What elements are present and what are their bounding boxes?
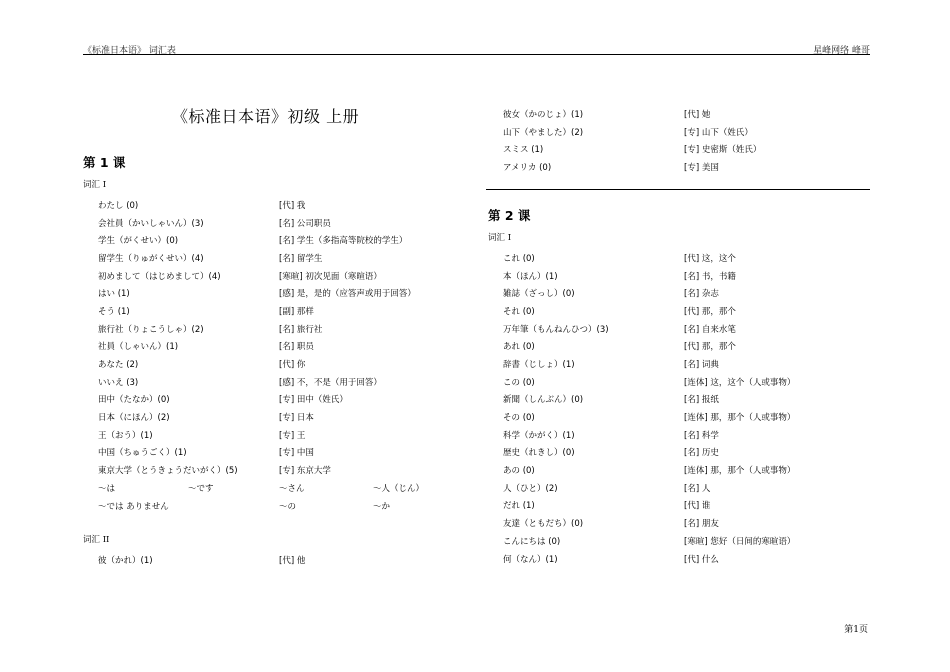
vocab-row — [488, 158, 888, 176]
vocab-row — [488, 391, 888, 409]
vocab-word: あの (0) — [503, 466, 535, 477]
pattern-item: ～は — [98, 483, 116, 494]
vocab-row — [83, 320, 483, 338]
vocab-meaning: [名] 旅行社 — [279, 324, 323, 335]
lesson-divider — [486, 189, 870, 190]
vocab-row — [83, 373, 483, 391]
vocab-row — [488, 408, 888, 426]
vocab-meaning: [代] 她 — [684, 109, 711, 120]
vocab-word: 旅行社（りょこうしゃ）(2) — [98, 324, 204, 335]
vocab-meaning: [名] 书，书籍 — [684, 271, 736, 282]
vocab-meaning: [专] 山下（姓氏） — [684, 127, 753, 138]
vocab-word: 田中（たなか）(0) — [98, 395, 170, 406]
vocab-row — [488, 373, 888, 391]
pattern-item: ～では ありません — [98, 501, 169, 512]
vocab-row — [488, 444, 888, 462]
vocab-word: それ (0) — [503, 306, 535, 317]
vocab-meaning: [专] 中国 — [279, 448, 314, 459]
vocab-word: 学生（がくせい）(0) — [98, 236, 179, 247]
vocab-word: 留学生（りゅがくせい）(4) — [98, 253, 204, 264]
vocab-word: 辞書（じしょ）(1) — [503, 359, 575, 370]
lesson-2-vocab1-list — [488, 249, 888, 567]
right-column-continued — [488, 105, 888, 176]
vocab-row — [83, 284, 483, 302]
vocab-meaning: [连体] 那，那个（人或事物） — [684, 466, 796, 477]
vocab-word: 日本（にほん）(2) — [98, 413, 170, 424]
vocab-word: 新聞（しんぶん）(0) — [503, 395, 584, 406]
vocab-row — [488, 550, 888, 568]
vocab-word: 雑誌（ざっし）(0) — [503, 289, 575, 300]
vocab-meaning: [专] 美国 — [684, 162, 719, 173]
vocab-word: わたし (0) — [98, 200, 139, 211]
vocab-meaning: [寒暄] 您好（日间的寒暄语） — [684, 536, 796, 547]
pattern-item: ～人（じん） — [373, 483, 425, 494]
vocab-word: 歴史（れきし）(0) — [503, 448, 575, 459]
book-title: 《标准日本语》初级 上册 — [172, 107, 360, 126]
vocab-row — [488, 514, 888, 532]
lesson-2 — [488, 208, 888, 567]
vocab-meaning: [感] 是，是的（应答声或用于回答） — [279, 289, 416, 300]
vocab-row — [83, 355, 483, 373]
pattern-item: ～か — [373, 501, 391, 512]
lesson-1-vocab1-list — [83, 196, 483, 479]
vocab-meaning: [名] 自来水笔 — [684, 324, 736, 335]
vocab-word: 中国（ちゅうごく）(1) — [98, 448, 187, 459]
vocab-row — [488, 267, 888, 285]
vocab-row — [83, 302, 483, 320]
vocab-meaning: [感] 不，不是（用于回答） — [279, 377, 382, 388]
pattern-row — [83, 497, 483, 515]
vocab-word: 社員（しゃいん）(1) — [98, 342, 179, 353]
vocab-row — [488, 532, 888, 550]
vocab-word: 友達（ともだち）(0) — [503, 519, 584, 530]
vocab-row — [488, 284, 888, 302]
vocab-meaning: [代] 你 — [279, 360, 306, 371]
vocab-word: 初めまして（はじめまして）(4) — [98, 271, 221, 282]
vocab-meaning: [名] 科学 — [684, 430, 719, 441]
vocab-word: 王（おう）(1) — [98, 430, 153, 441]
lesson-1-vocab2-continued-list — [488, 105, 888, 176]
vocab-meaning: [专] 史密斯（姓氏） — [684, 145, 762, 156]
vocab-meaning: [名] 学生（多指高等院校的学生） — [279, 236, 408, 247]
vocab-row — [488, 479, 888, 497]
header-title: 《标准日本语》 词汇表 — [83, 46, 176, 56]
vocab-meaning: [代] 他 — [279, 556, 306, 567]
vocab-word: この (0) — [503, 377, 535, 388]
vocab-meaning: [副] 那样 — [279, 306, 314, 317]
vocab-word: そう (1) — [98, 306, 130, 317]
vocab-word: いいえ (3) — [98, 377, 139, 388]
vocab-word: 山下（やました）(2) — [503, 127, 584, 138]
vocab-meaning: [名] 职员 — [279, 342, 314, 353]
vocab-meaning: [专] 东京大学 — [279, 466, 331, 477]
vocab-word: 万年筆（もんねんひつ）(3) — [503, 324, 609, 335]
vocab-row — [488, 355, 888, 373]
vocab-row — [83, 267, 483, 285]
vocab-row — [83, 338, 483, 356]
vocab-row — [488, 426, 888, 444]
vocab-meaning: [代] 谁 — [684, 501, 711, 512]
vocab-word: 会社員（かいしゃいん）(3) — [98, 218, 204, 229]
vocab-row — [83, 196, 483, 214]
pattern-row — [83, 479, 483, 497]
lesson-1-vocab2-label: 词汇 II — [83, 535, 110, 546]
spacer — [83, 514, 483, 532]
vocab-meaning: [名] 词典 — [684, 359, 719, 370]
vocab-word: スミス (1) — [503, 145, 544, 156]
vocab-meaning: [代] 我 — [279, 200, 306, 211]
vocab-meaning: [名] 留学生 — [279, 253, 323, 264]
vocab-row — [488, 123, 888, 141]
vocab-meaning: [连体] 那，那个（人或事物） — [684, 413, 796, 424]
vocab-row — [83, 408, 483, 426]
vocab-row — [488, 105, 888, 123]
lesson-2-title: 第 2 课 — [488, 208, 531, 223]
vocab-word: こんにちは (0) — [503, 536, 561, 547]
vocab-meaning: [名] 朋友 — [684, 519, 719, 530]
vocab-row — [83, 391, 483, 409]
lesson-2-vocab1-label: 词汇 I — [488, 233, 512, 243]
vocab-meaning: [专] 王 — [279, 430, 306, 441]
vocab-word: その (0) — [503, 413, 535, 424]
vocab-meaning: [名] 杂志 — [684, 289, 719, 300]
vocab-row — [83, 551, 483, 569]
pattern-item: ～の — [279, 501, 297, 512]
vocab-word: 何（なん）(1) — [503, 554, 558, 565]
vocab-row — [83, 249, 483, 267]
pattern-item: ～です — [188, 483, 214, 494]
vocab-row — [83, 461, 483, 479]
vocab-meaning: [专] 田中（姓氏） — [279, 395, 348, 406]
vocab-meaning: [代] 那，那个 — [684, 306, 736, 317]
lesson-1-vocab2-list — [83, 551, 483, 569]
vocab-word: 彼（かれ）(1) — [98, 556, 153, 567]
lesson-1-vocab1-label: 词汇 I — [83, 180, 107, 190]
vocab-row — [488, 249, 888, 267]
vocab-word: はい (1) — [98, 289, 130, 300]
vocab-meaning: [代] 那，那个 — [684, 342, 736, 353]
vocab-word: これ (0) — [503, 253, 535, 264]
vocab-meaning: [代] 这，这个 — [684, 253, 736, 264]
vocab-word: あれ (0) — [503, 342, 535, 353]
lesson-1-pattern-list — [83, 479, 483, 514]
vocab-word: 人（ひと）(2) — [503, 483, 558, 494]
vocab-meaning: [名] 人 — [684, 483, 711, 494]
vocab-word: アメリカ (0) — [503, 162, 552, 173]
page-number: 第1页 — [844, 625, 868, 635]
vocab-row — [488, 497, 888, 515]
left-column — [83, 155, 483, 569]
lesson-1-title: 第 1 课 — [83, 155, 126, 170]
vocab-row — [83, 444, 483, 462]
vocab-row — [83, 231, 483, 249]
vocab-meaning: [连体] 这，这个（人或事物） — [684, 377, 796, 388]
vocab-row — [83, 426, 483, 444]
vocab-meaning: [寒暄] 初次见面（寒暄语） — [279, 271, 382, 282]
vocab-row — [488, 320, 888, 338]
vocab-meaning: [名] 历史 — [684, 448, 719, 459]
vocab-word: 東京大学（とうきょうだいがく）(5) — [98, 466, 238, 477]
header-divider — [83, 54, 870, 55]
vocab-row — [488, 140, 888, 158]
vocab-meaning: [名] 报纸 — [684, 395, 719, 406]
vocab-meaning: [代] 什么 — [684, 554, 719, 565]
vocab-word: 彼女（かのじょ）(1) — [503, 109, 584, 120]
pattern-item: ～さん — [279, 483, 305, 494]
vocab-word: だれ (1) — [503, 501, 535, 512]
vocab-row — [488, 337, 888, 355]
header-author: 星峰网络 峰哥 — [813, 46, 870, 56]
vocab-word: 科学（かがく）(1) — [503, 430, 575, 441]
vocab-meaning: [专] 日本 — [279, 413, 314, 424]
vocab-row — [83, 214, 483, 232]
vocab-word: あなた (2) — [98, 360, 139, 371]
vocab-row — [488, 461, 888, 479]
vocab-word: 本（ほん）(1) — [503, 271, 558, 282]
vocab-meaning: [名] 公司职员 — [279, 218, 331, 229]
vocab-row — [488, 302, 888, 320]
